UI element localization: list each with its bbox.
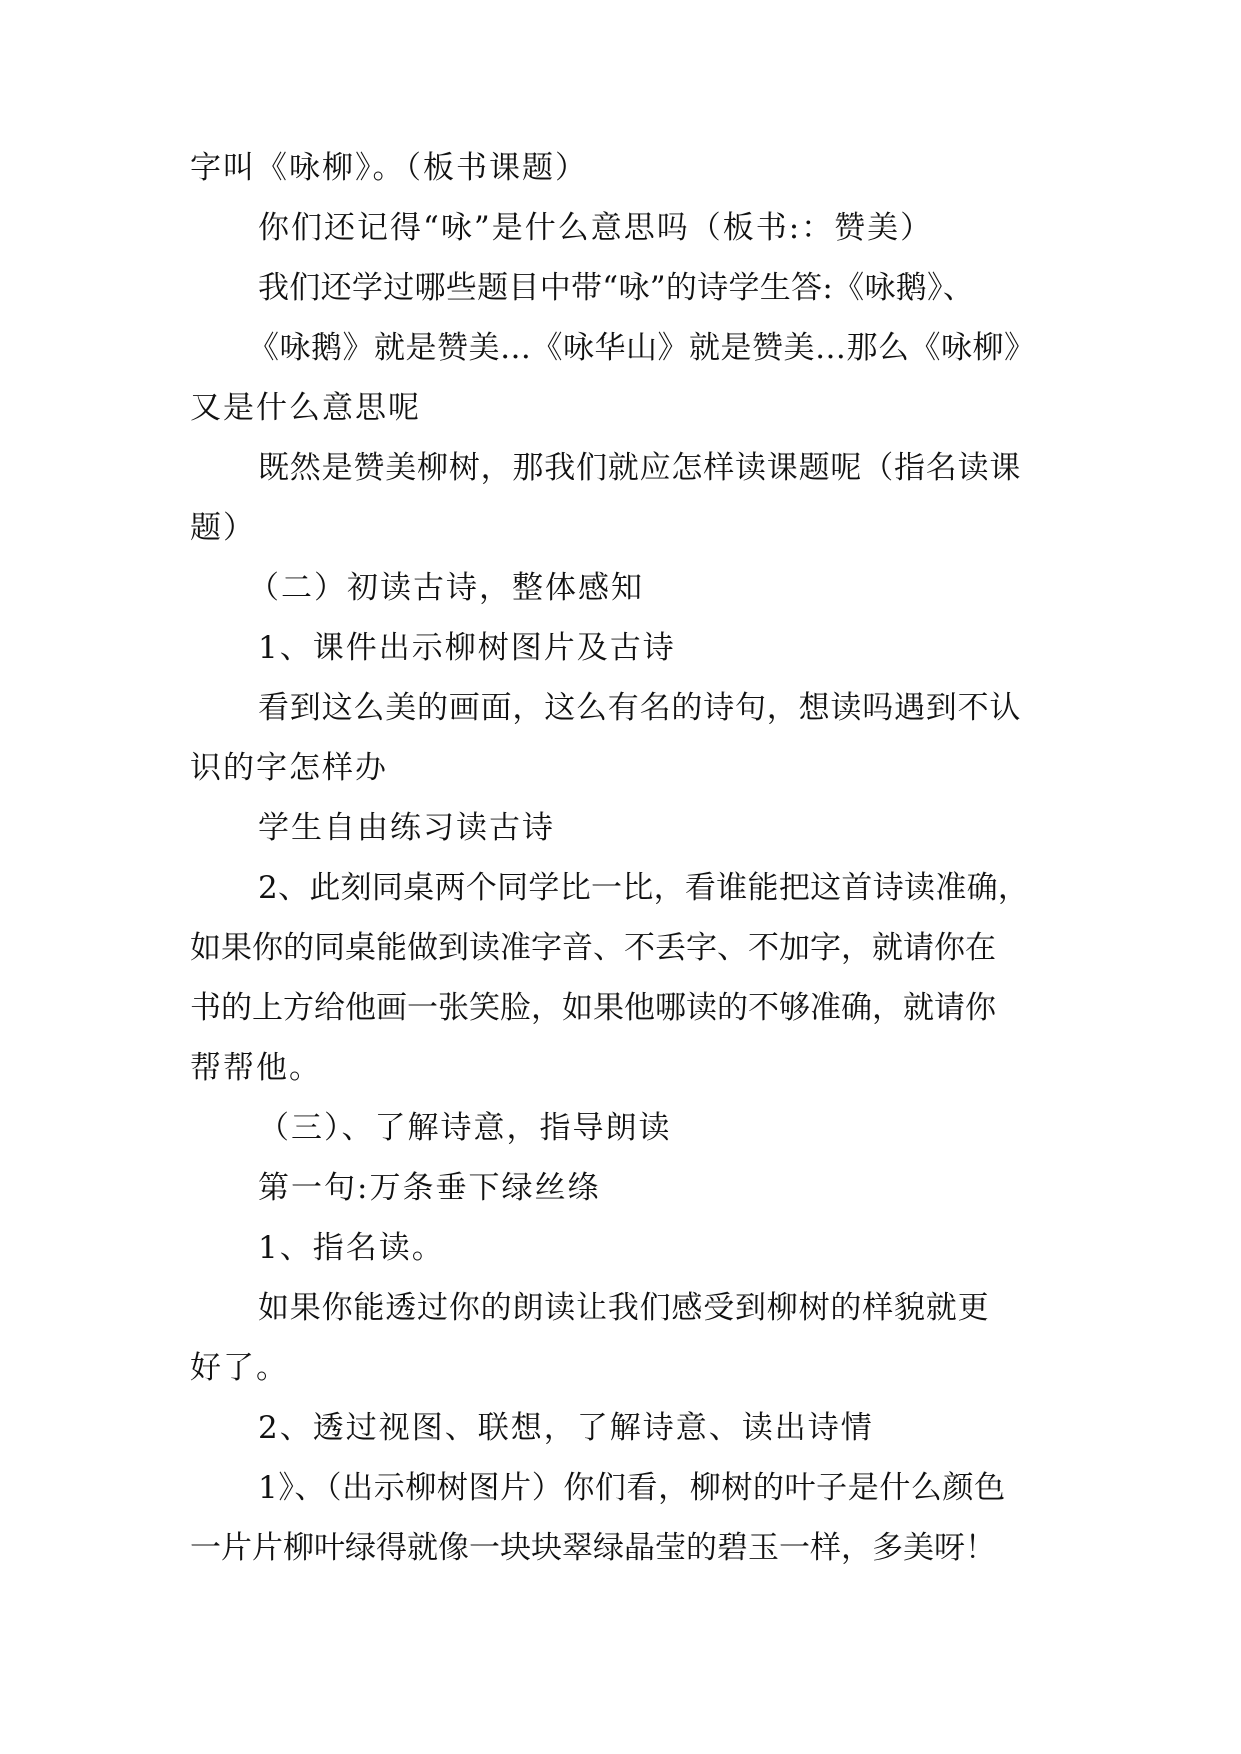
text-line-5: 又是什么意思呢 — [190, 390, 421, 426]
text-line-23: 1》、（出示柳树图片）你们看，柳树的叶子是什么颜色 — [258, 1470, 1006, 1506]
text-line-13: 2、此刻同桌两个同学比一比，看谁能把这首诗读准确， — [258, 870, 1030, 906]
text-line-21: 好了。 — [190, 1350, 289, 1386]
text-line-6: 既然是赞美柳树，那我们就应怎样读课题呢（指名读课 — [258, 450, 1022, 486]
text-line-15: 书的上方给他画一张笑脸，如果他哪读的不够准确，就请你 — [190, 990, 996, 1026]
text-line-19: 1、指名读。 — [258, 1230, 445, 1266]
text-line-12: 学生自由练习读古诗 — [258, 810, 555, 846]
section-heading-3: （三）、了解诗意，指导朗读 — [258, 1110, 672, 1146]
text-line-20: 如果你能透过你的朗读让我们感受到柳树的样貌就更 — [258, 1290, 990, 1326]
text-line-2: 你们还记得“咏”是什么意思吗（板书:：赞美） — [258, 210, 934, 246]
text-line-14: 如果你的同桌能做到读准字音、不丢字、不加字，就请你在 — [190, 930, 996, 966]
text-line-16: 帮帮他。 — [190, 1050, 322, 1086]
text-line-22: 2、透过视图、联想，了解诗意、读出诗情 — [258, 1410, 874, 1446]
text-line-1: 字叫《咏柳》。（板书课题） — [190, 150, 588, 186]
text-line-3: 我们还学过哪些题目中带“咏”的诗学生答:《咏鹅》、 — [258, 270, 975, 306]
text-line-10: 看到这么美的画面，这么有名的诗句，想读吗遇到不认 — [258, 690, 1022, 726]
text-line-11: 识的字怎样办 — [190, 750, 388, 786]
section-heading-2: （二）初读古诗，整体感知 — [248, 570, 644, 606]
text-line-24: 一片片柳叶绿得就像一块块翠绿晶莹的碧玉一样，多美呀！ — [190, 1530, 996, 1566]
text-line-4: 《咏鹅》就是赞美…《咏华山》就是赞美…那么《咏柳》 — [248, 330, 1036, 366]
text-line-18: 第一句:万条垂下绿丝绦 — [258, 1170, 601, 1206]
text-line-7: 题） — [190, 510, 256, 546]
text-line-9: 1、课件出示柳树图片及古诗 — [258, 630, 676, 666]
